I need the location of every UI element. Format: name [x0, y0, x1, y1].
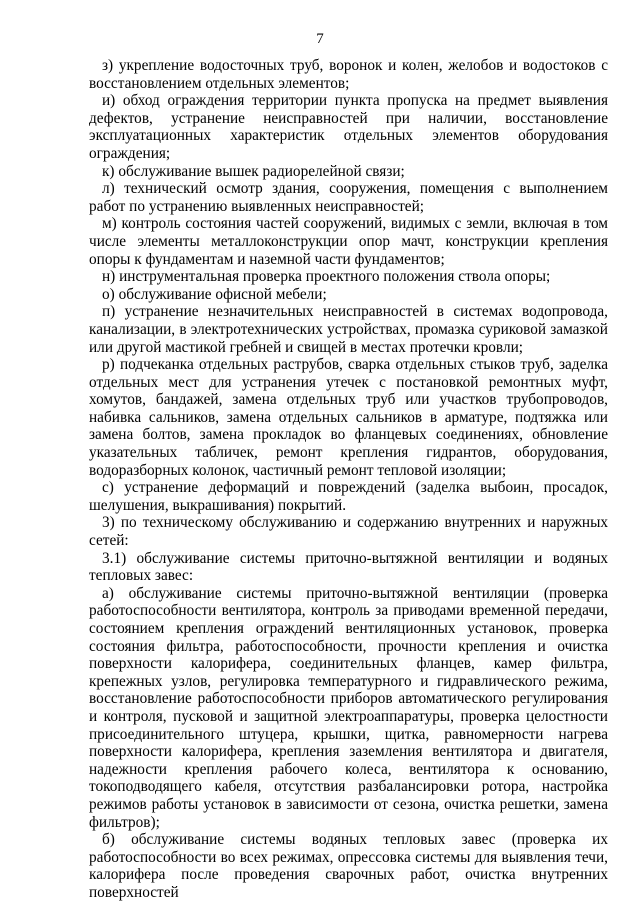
- paragraph-a: а) обслуживание системы приточно-вытяжной вентиляции (проверка работоспособности вентилятора, контроль за приводами временной передачи, состоянием крепления ограждений вентиляционных установок, проверка состояния фильтра, работоспособности, прочности крепления и очистка поверхности калорифера, соединительных фланцев, камер фильтра, крепежных узлов, регулировка температурного и гидравлического режима, восстановление работоспособности приборов автоматического регулирования и контроля, пусковой и защитной электроаппаратуры, проверка целостности присоединительного штуцера, крышки, щитка, равномерности нагрева поверхности калорифера, крепления заземления вентилятора и двигателя, надежности крепления рабочего колеса, вентилятора к основанию, токоподводящего кабеля, отсутствия разбалансировки ротора, настройка режимов работы установок в зависимости от сезона, очистка решетки, замена фильтров);: [89, 584, 608, 831]
- page-number: 7: [316, 31, 324, 47]
- paragraph-m: м) контроль состояния частей сооружений, видимых с земли, включая в том числе элементы металлоконструкции опор мачт, конструкции крепления опоры к фундаментам и наземной части фундаментов;: [89, 215, 608, 268]
- paragraph-s: с) устранение деформаций и повреждений (заделка выбоин, просадок, шелушения, выкрашивания) покрытий.: [89, 479, 608, 514]
- paragraph-k: к) обслуживание вышек радиорелейной связи;: [102, 162, 405, 180]
- paragraph-i: и) обход ограждения территории пункта пропуска на предмет выявления дефектов, устранение неисправностей при наличии, восстановление эксплуатационных характеристик отдельных элементов оборудования ограждения;: [89, 92, 608, 162]
- section-3-heading: 3) по техническому обслуживанию и содержанию внутренних и наружных сетей:: [89, 514, 608, 550]
- paragraph-n: н) инструментальная проверка проектного положения ствола опоры;: [102, 268, 551, 286]
- paragraph-b: б) обслуживание системы водяных тепловых завес (проверка их работоспособности во всех режимах, опрессовка системы для выявления течи, калорифера после проведения сварочных работ, очистка внутренних поверхностей: [89, 831, 608, 901]
- paragraph-z: з) укрепление водосточных труб, воронок и колен, желобов и водостоков с восстановлением отдельных элементов;: [89, 57, 608, 92]
- document-body: [89, 57, 608, 902]
- paragraph-l: л) технический осмотр здания, сооружения, помещения с выполнением работ по устранению выявленных неисправностей;: [89, 180, 608, 215]
- paragraph-r: р) подчеканка отдельных раструбов, сварка отдельных стыков труб, заделка отдельных мест для устранения утечек с постановкой ремонтных муфт, хомутов, бандажей, замена отдельных труб или участков трубопроводов, набивка сальников, замена отдельных сальников в арматуре, подтяжка или замена болтов, замена прокладок во фланцевых соединениях, обновление указательных табличек, ремонт крепления гидрантов, оборудования, водоразборных колонок, частичный ремонт тепловой изоляции;: [89, 356, 608, 479]
- section-3-1-heading: 3.1) обслуживание системы приточно-вытяжной вентиляции и водяных тепловых завес:: [89, 549, 608, 585]
- paragraph-p: п) устранение незначительных неисправностей в системах водопровода, канализации, в электротехнических устройствах, промазка суриковой замазкой или другой мастикой гребней и свищей в местах протечки кровли;: [89, 303, 608, 356]
- paragraph-o: о) обслуживание офисной мебели;: [102, 285, 327, 303]
